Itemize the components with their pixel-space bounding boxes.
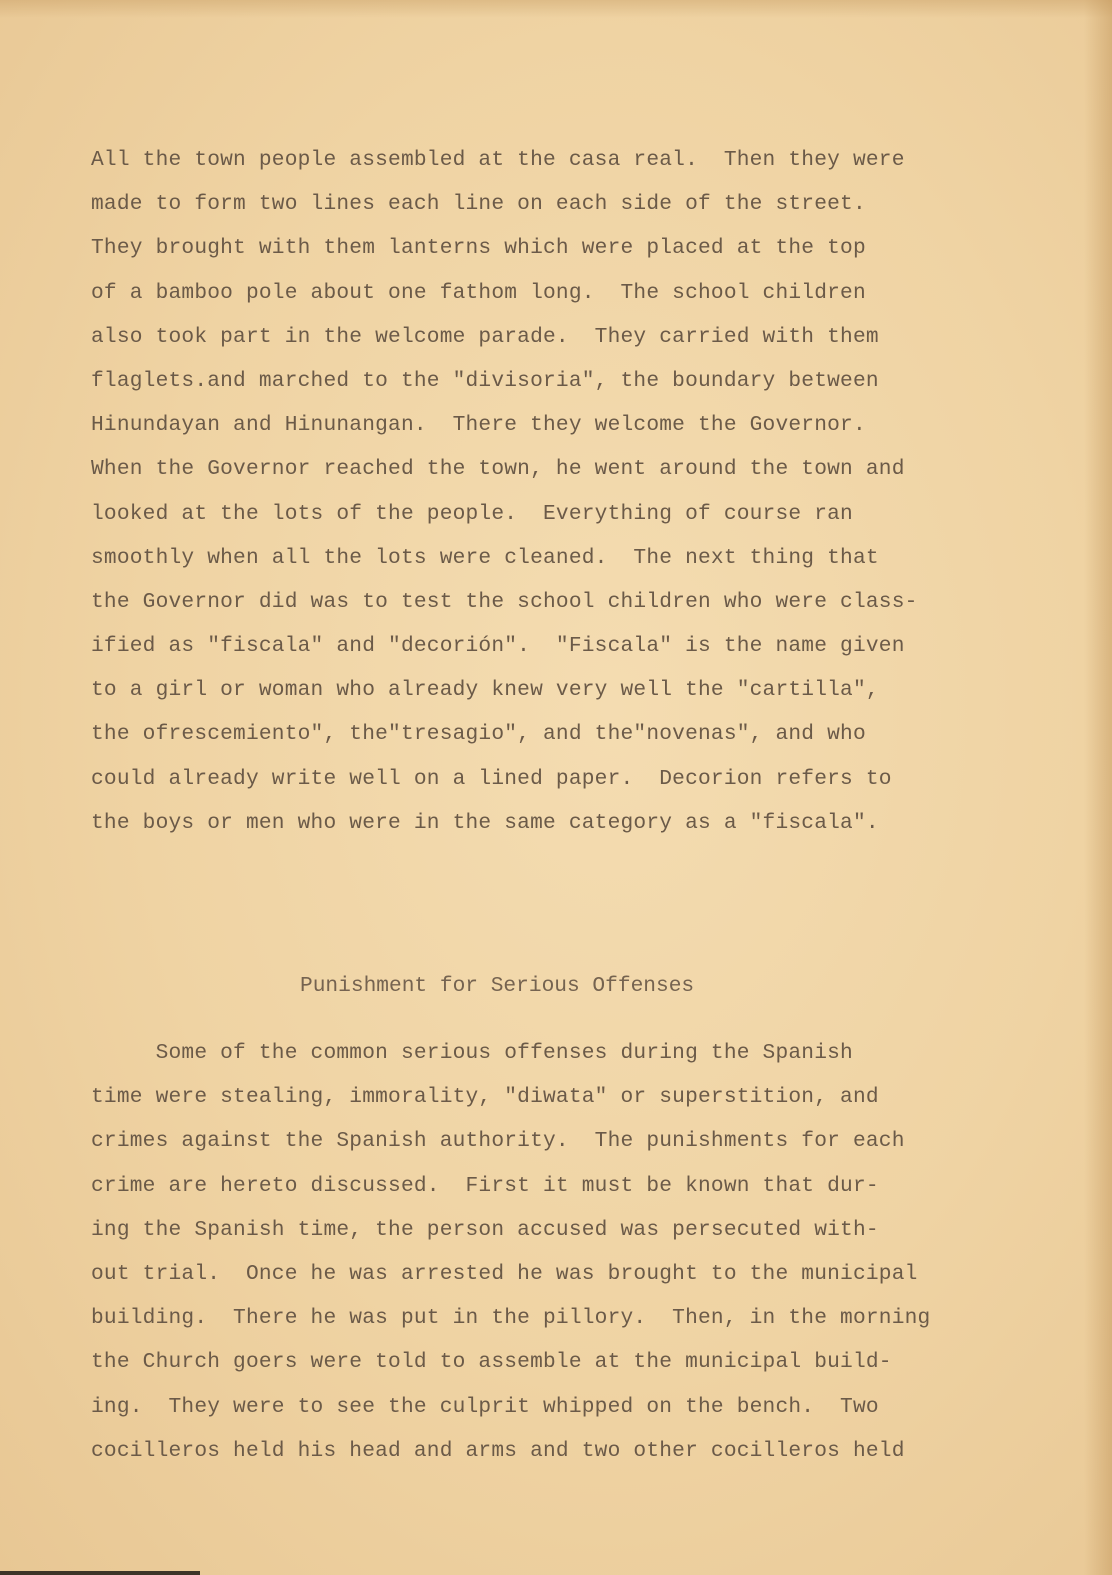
text-line: Hinundayan and Hinunangan. There they welcome the Governor. [91, 413, 866, 438]
paper-top-edge [0, 0, 1112, 18]
text-line: cocilleros held his head and arms and two other cocilleros held [91, 1438, 905, 1463]
text-line: All the town people assembled at the casa real. Then they were [91, 148, 905, 172]
text-line: ing. They were to see the culprit whipped on the bench. Two [91, 1394, 879, 1419]
section-heading: Punishment for Serious Offenses [300, 974, 695, 998]
text-line: flaglets.and marched to the "divisoria", the boundary between [91, 368, 879, 393]
text-line: to a girl or woman who already knew very well the "cartilla", [91, 678, 879, 703]
paragraph-1 [91, 138, 1051, 845]
text-line: made to form two lines each line on each side of the street. [91, 192, 866, 217]
text-line: of a bamboo pole about one fathom long. The school children [91, 280, 866, 305]
text-line: crime are hereto discussed. First it must be known that dur- [91, 1173, 879, 1198]
text-line: could already write well on a lined paper. Decorion refers to [91, 766, 892, 791]
text-line: ing the Spanish time, the person accused was persecuted with- [91, 1217, 879, 1242]
paper-right-edge [1084, 0, 1112, 1575]
scan-footer-strip [0, 1571, 200, 1575]
text-line: the ofrescemiento", the"tresagio", and the"novenas", and who [91, 722, 866, 747]
paragraph-2 [91, 1031, 1051, 1473]
text-line: building. There he was put in the pillory. Then, in the morning [91, 1306, 931, 1331]
text-line: Some of the common serious offenses during the Spanish [91, 1041, 853, 1065]
text-line: the Governor did was to test the school children who were class- [91, 589, 918, 614]
text-line: crimes against the Spanish authority. The punishments for each [91, 1129, 905, 1154]
text-line: When the Governor reached the town, he went around the town and [91, 457, 905, 482]
text-line: also took part in the welcome parade. They carried with them [91, 324, 879, 349]
text-line: the Church goers were told to assemble at the municipal build- [91, 1350, 892, 1375]
text-line: out trial. Once he was arrested he was brought to the municipal [91, 1261, 918, 1286]
text-line: ified as "fiscala" and "decorión". "Fiscala" is the name given [91, 634, 905, 659]
text-line: smoothly when all the lots were cleaned. The next thing that [91, 545, 879, 570]
text-line: looked at the lots of the people. Everything of course ran [91, 501, 853, 526]
text-line: They brought with them lanterns which were placed at the top [91, 236, 866, 261]
text-line: time were stealing, immorality, "diwata" or superstition, and [91, 1085, 879, 1110]
text-line: the boys or men who were in the same category as a "fiscala". [91, 810, 879, 835]
